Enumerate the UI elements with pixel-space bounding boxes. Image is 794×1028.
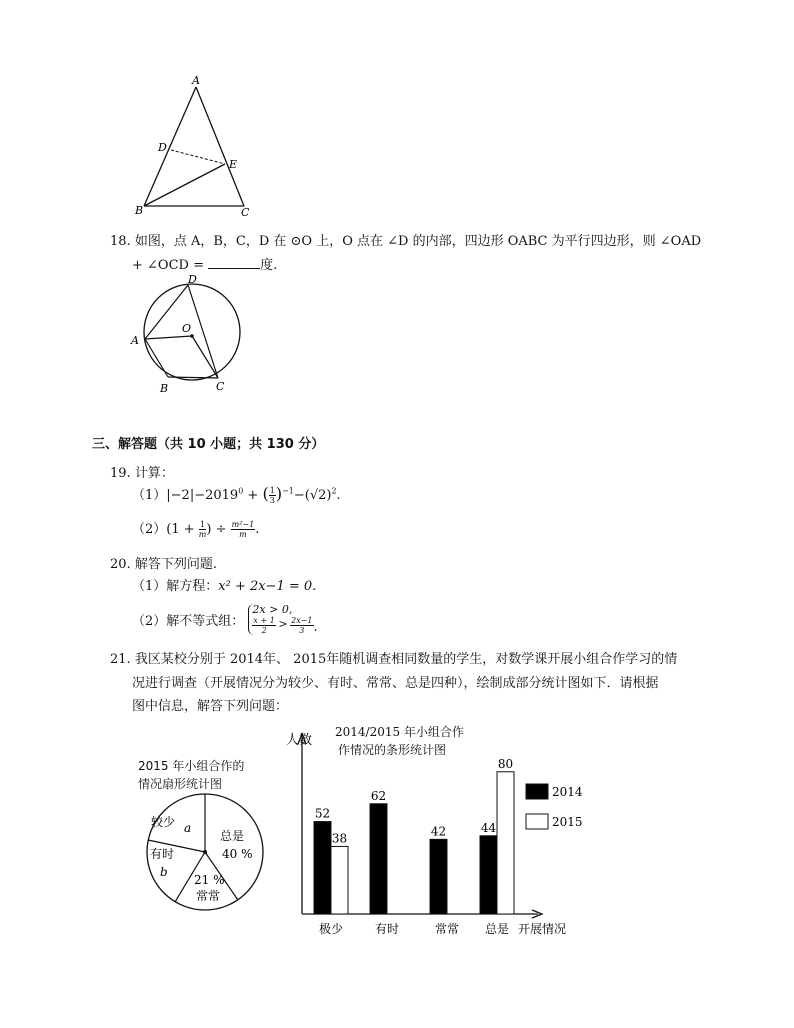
pie-value-21: 21 % — [194, 873, 225, 887]
q18-number: 18. — [110, 234, 131, 249]
label-b: B — [135, 204, 144, 217]
x-tick-label-2: 常常 — [434, 922, 460, 936]
chord-bc — [168, 377, 218, 378]
label-d2: D — [188, 273, 197, 286]
triangle-figure — [130, 72, 260, 222]
segment-be — [144, 164, 225, 206]
q20-p2-label: （2）解不等式组： — [132, 614, 245, 629]
q19-number: 19. — [110, 466, 131, 481]
segment-oc — [192, 336, 218, 378]
pie-label-youshi: 有时 — [150, 847, 175, 861]
bar-value-label-2015-0: 38 — [331, 831, 348, 846]
q20-number: 20. — [110, 557, 131, 572]
label-a: A — [192, 74, 200, 87]
bar-value-label-2014-2: 42 — [430, 824, 447, 839]
q19-title: 计算： — [134, 466, 174, 481]
x-tick-label-3: 总是 — [484, 922, 510, 936]
edge-ab — [144, 87, 196, 206]
pie-title-line2: 情况扇形统计图 — [138, 777, 223, 791]
label-c: C — [241, 206, 250, 219]
legend-label-2014: 2014 — [552, 785, 583, 799]
x-tick-label-0: 极少 — [318, 922, 344, 936]
bar-value-label-2015-3: 80 — [497, 756, 514, 771]
q19-p2-open: (1 + — [166, 522, 195, 537]
bar-title-line1: 2014/2015 年小组合作 — [335, 725, 464, 739]
q20-title-line — [110, 553, 217, 572]
pie-center — [203, 850, 207, 854]
label-o: O — [182, 322, 192, 335]
q19-p1-expneg: −1 — [282, 486, 294, 496]
label-a2: A — [131, 334, 139, 347]
pie-value-40: 40 % — [222, 847, 253, 861]
q19-p2-end: . — [255, 522, 260, 537]
legend-swatch-2015 — [526, 814, 548, 829]
section3-title: 三、解答题（共 10 小题；共 130 分） — [92, 437, 325, 452]
circle-figure — [128, 272, 258, 398]
q20-p1-expr: x² + 2x−1 = 0. — [218, 579, 317, 594]
label-d: D — [158, 141, 167, 154]
q20-part2 — [132, 604, 318, 634]
x-axis-label: 开展情况 — [518, 922, 567, 936]
q19-p1-end: . — [336, 488, 341, 503]
q19-part1: $(1)|-2|-2019^0$ + ( $\frac{1}{3}$ )$^{-1}-(√2)^2$. — [132, 484, 341, 505]
pie-title-line1: 2015 年小组合作的 — [138, 759, 245, 773]
q19-p1-exp2: 2 — [331, 486, 337, 496]
q19-part2 — [132, 518, 259, 539]
chord-dc — [188, 285, 218, 378]
q19-p1-plus: + — [247, 488, 259, 503]
pie-value-a: a — [184, 821, 192, 835]
bar-2014-0 — [314, 822, 331, 914]
segment-ao — [145, 336, 192, 339]
q20-p2-frac-left: $\frac{x + 1}{2}$ — [253, 616, 275, 635]
label-b2: B — [160, 382, 169, 395]
q20-p1-label: （1）解方程： — [132, 579, 219, 594]
q19-p1-exp0: 0 — [238, 486, 244, 496]
q19-p1-tail: −(√2) — [293, 488, 332, 503]
q21-line1 — [110, 648, 677, 667]
q20-title: 解答下列问题. — [134, 557, 217, 572]
pie-label-zongshi: 总是 — [220, 829, 245, 843]
q20-p2-line1: 2x > 0, — [252, 603, 293, 616]
bar-chart — [280, 728, 600, 938]
q18-line2 — [132, 254, 277, 273]
bar-value-label-2014-1: 62 — [370, 788, 387, 803]
q19-p2-close: ) ÷ — [206, 522, 227, 537]
q19-p1-expr: |−2|−2019 — [166, 488, 239, 503]
q19-p2-label: （2） — [132, 522, 167, 537]
x-tick-label-1: 有时 — [374, 922, 400, 936]
q21-line3: 图中信息，解答下列问题： — [132, 699, 289, 714]
chord-ab — [145, 339, 168, 377]
q19-p1-frac: $\frac{1}{3}$ — [269, 486, 275, 505]
y-axis-label: 人数 — [286, 733, 313, 748]
bar-2014-3 — [480, 836, 497, 914]
edge-ac — [196, 87, 244, 206]
pie-label-changchang: 常常 — [196, 889, 221, 903]
q19-p1-label: （1） — [132, 488, 167, 503]
q19-title-line — [110, 462, 174, 481]
bar-2014-2 — [430, 839, 447, 914]
q19-p2-frac2: $\frac{\text{m²−1}}{m}$ — [231, 520, 255, 539]
bar-2015-0 — [331, 846, 348, 914]
q20-part1 — [132, 575, 316, 594]
bar-title-line2: 作情况的条形统计图 — [338, 743, 447, 757]
legend-swatch-2014 — [526, 784, 548, 799]
q20-p2-end: . — [313, 620, 318, 635]
label-c2: C — [216, 380, 225, 393]
q18-text-line1: 如图，点 A，B，C，D 在 ⊙O 上，O 点在 ∠D 的内部，四边形 OABC 为平行四边形，则 ∠OAD — [134, 234, 702, 249]
q18-text-line2: + ∠OCD = — [132, 258, 204, 273]
q20-p2-frac-right: $\frac{2x-1}{3}$ — [291, 616, 313, 635]
q20-system — [248, 604, 313, 635]
q21-number: 21. — [110, 652, 131, 667]
bar-2015-3 — [497, 772, 514, 914]
q19-p2-frac1: $\frac{1}{m}$ — [198, 520, 207, 539]
legend-label-2015: 2015 — [552, 815, 583, 829]
q21-text-line1: 我区某校分别于 2014年、 2015年随机调查相同数量的学生，对数学课开展小组合作学习的情 — [134, 652, 678, 667]
bar-value-label-2014-0: 52 — [314, 806, 331, 821]
label-e: E — [229, 158, 238, 171]
q20-p2-gt: > — [278, 617, 288, 631]
q18-unit: 度. — [260, 258, 278, 273]
segment-de — [171, 150, 225, 164]
q18-line1 — [110, 230, 701, 249]
pie-chart — [138, 790, 278, 920]
bar-value-label-2014-3: 44 — [480, 820, 497, 835]
q21-line2: 况进行调查（开展情况分为较少、有时、常常、总是四种），绘制成部分统计图如下．请根据 — [132, 676, 659, 691]
pie-label-jiaoshao: 较少 — [151, 815, 176, 829]
q18-answer-blank[interactable] — [208, 257, 260, 269]
bar-2014-1 — [370, 804, 387, 914]
pie-value-b: b — [160, 865, 168, 879]
